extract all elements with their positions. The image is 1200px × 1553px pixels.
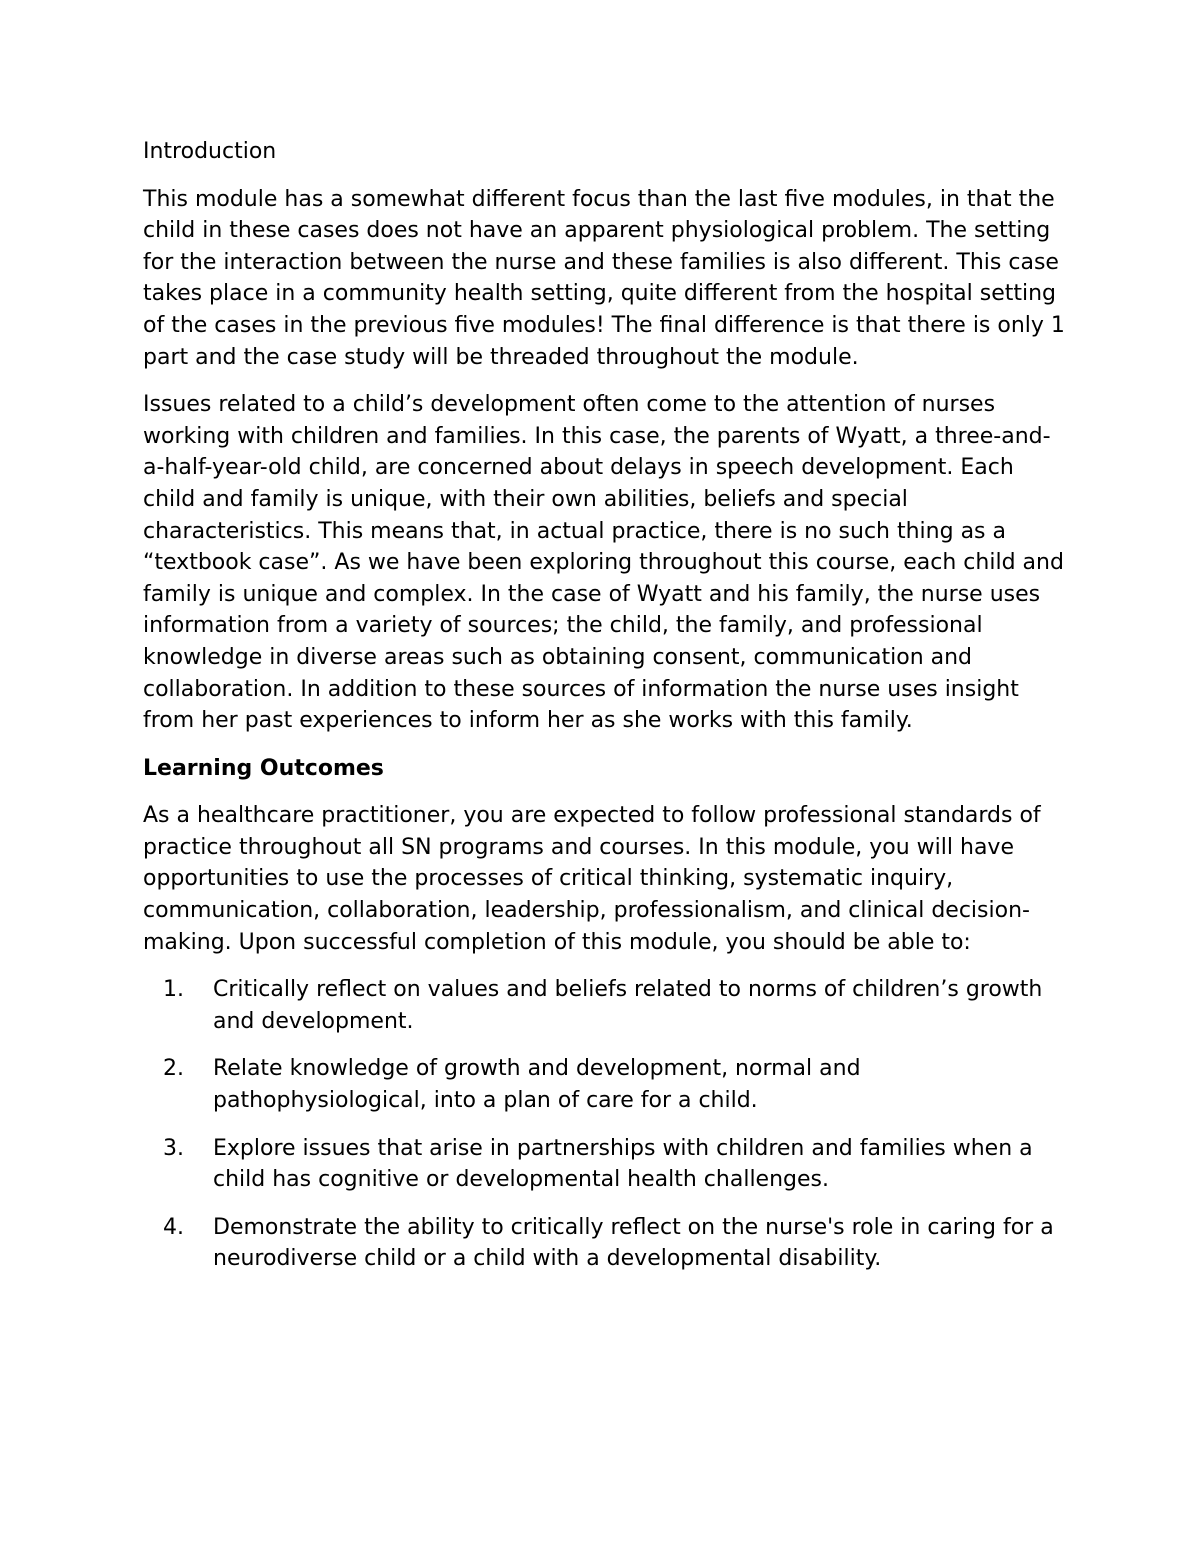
- intro-paragraph-2: Issues related to a child’s development often come to the attention of nurses working with children and families. In this case, the parents of Wyatt, a three-and-a-half-year-old child, are concerned about delays in speech development. Each child and family is unique, with their own abilities, beliefs and special characteristics. This means that, in actual practice, there is no such thing as a “textbook case”. As we have been exploring throughout this course, each child and family is unique and complex. In the case of Wyatt and his family, the nurse uses information from a variety of sources; the child, the family, and professional knowledge in diverse areas such as obtaining consent, communication and collaboration. In addition to these sources of information the nurse uses insight from her past experiences to inform her as she works with this family.: [143, 392, 1064, 734]
- list-item-number: 4.: [163, 1214, 184, 1240]
- list-item-text: Relate knowledge of growth and development, normal and pathophysiological, into a plan of care for a child.: [213, 1056, 861, 1114]
- list-item-number: 3.: [163, 1135, 184, 1161]
- list-item: [143, 1053, 1068, 1116]
- list-item: [143, 1212, 1068, 1275]
- list-item: [143, 974, 1068, 1037]
- list-item: [143, 1133, 1068, 1196]
- outcomes-intro-paragraph: As a healthcare practitioner, you are expected to follow professional standards of practice throughout all SN programs and courses. In this module, you will have opportunities to use the processes of critical thinking, systematic inquiry, communication, collaboration, leadership, professionalism, and clinical decision-making. Upon successful completion of this module, you should be able to:: [143, 803, 1041, 955]
- list-item-number: 1.: [163, 977, 184, 1003]
- document-body: [143, 136, 1068, 1291]
- list-item-text: Demonstrate the ability to critically reflect on the nurse's role in caring for a neurodiverse child or a child with a developmental disability.: [213, 1214, 1054, 1272]
- intro-paragraph-1: This module has a somewhat different focus than the last five modules, in that the child in these cases does not have an apparent physiological problem. The setting for the interaction between the nurse and these families is also different. This case takes place in a community health setting, quite different from the hospital setting of the cases in the previous five modules! The final difference is that there is only 1 part and the case study will be threaded throughout the module.: [143, 186, 1065, 370]
- introduction-heading: Introduction: [143, 139, 277, 164]
- list-item-text: Critically reflect on values and beliefs related to norms of children’s growth and development.: [213, 977, 1043, 1034]
- learning-outcomes-heading: Learning Outcomes: [143, 755, 384, 781]
- list-item-number: 2.: [163, 1056, 184, 1082]
- learning-outcomes-list: [143, 974, 1068, 1275]
- list-item-text: Explore issues that arise in partnerships with children and families when a child has cognitive or developmental health challenges.: [213, 1135, 1033, 1193]
